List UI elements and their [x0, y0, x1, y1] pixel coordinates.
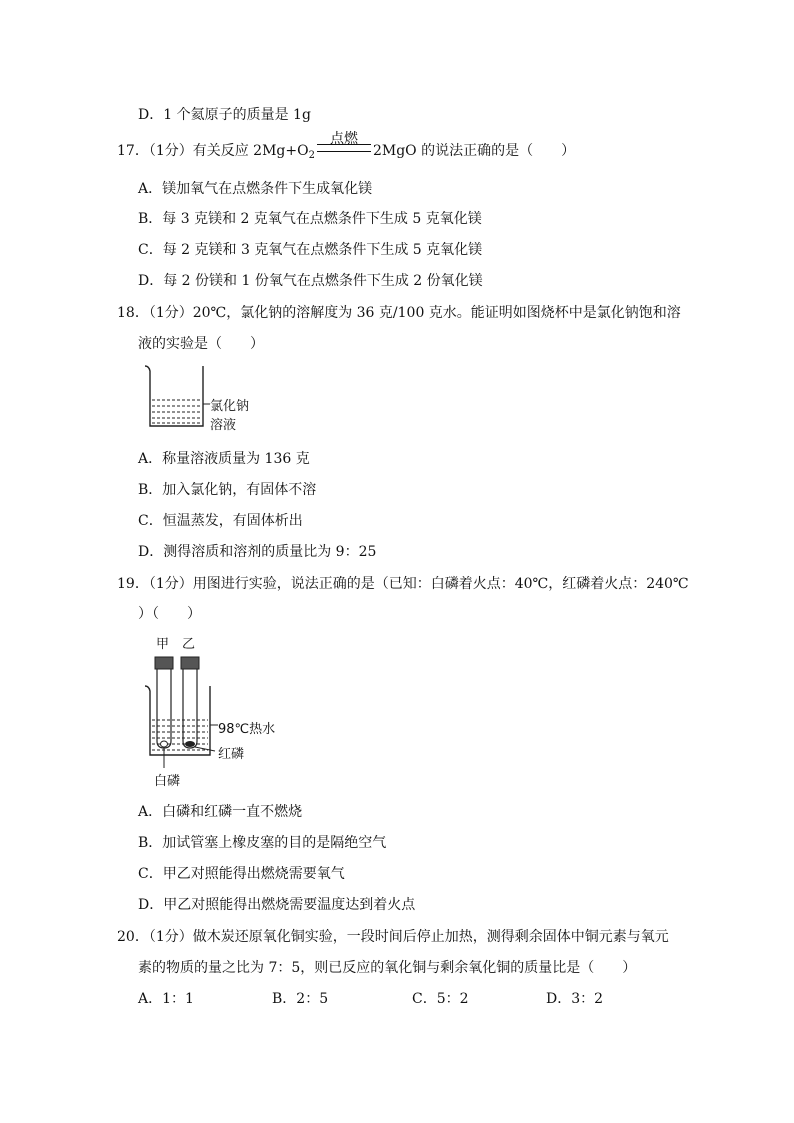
q20-stem-line2: 素的物质的量之比为 7：5，则已反应的氧化铜与剩余氧化铜的质量比是（ ） [138, 960, 637, 976]
q17-option-c: C．每 2 克镁和 3 克氧气在点燃条件下生成 5 克氧化镁 [138, 242, 483, 258]
q17-option-a: A．镁加氧气在点燃条件下生成氧化镁 [138, 181, 373, 197]
q18-option-a: A．称量溶液质量为 136 克 [138, 451, 310, 467]
q18-stem-line1: 18．（1分）20℃，氯化钠的溶解度为 36 克/100 克水。能证明如图烧杯中是氯化钠饱和溶 [117, 305, 681, 321]
beaker-icon [140, 362, 270, 434]
q17-reaction-arrow [315, 131, 373, 159]
q19-option-a: A．白磷和红磷一直不燃烧 [138, 804, 303, 820]
q17-stem-suffix: 2MgO 的说法正确的是（ ） [372, 143, 576, 159]
q19-experiment-figure [140, 630, 290, 790]
q18-beaker-figure [140, 362, 270, 434]
q18-option-d: D．测得溶质和溶剂的质量比为 9：25 [138, 544, 377, 560]
q20-option-c: C．5：2 [412, 991, 469, 1007]
q19-label-white-phosphorus: 白磷 [154, 774, 181, 789]
q20-stem-line1: 20．（1分）做木炭还原氧化铜实验，一段时间后停止加热，测得剩余固体中铜元素与氧元 [117, 929, 669, 945]
q17-stem [117, 131, 576, 161]
q18-option-c: C．恒温蒸发，有固体析出 [138, 513, 303, 529]
beaker-test-tubes-icon [140, 630, 290, 790]
q19-option-d: D．甲乙对照能得出燃烧需要温度达到着火点 [138, 897, 416, 913]
q20-option-b: B．2：5 [272, 991, 329, 1007]
q17-o2-subscript: 2 [308, 150, 315, 161]
q19-label-jia: 甲 [156, 637, 170, 652]
q18-label-solution: 溶液 [210, 418, 237, 433]
q19-stem-line2: ）（ ） [138, 606, 201, 622]
q20-option-a: A．1：1 [138, 991, 194, 1007]
q18-label-sodium-chloride: 氯化钠 [210, 399, 250, 414]
q19-label-red-phosphorus: 红磷 [218, 747, 245, 762]
q17-option-d: D．每 2 份镁和 1 份氧气在点燃条件下生成 2 份氧化镁 [138, 273, 483, 289]
q17-option-b: B．每 3 克镁和 2 克氧气在点燃条件下生成 5 克氧化镁 [138, 211, 482, 227]
q16-option-d: D．1 个氦原子的质量是 1g [138, 107, 311, 123]
q20-option-d: D．3：2 [546, 991, 604, 1007]
q19-label-hot-water: 98℃热水 [218, 722, 276, 737]
q19-option-c: C．甲乙对照能得出燃烧需要氧气 [138, 866, 345, 882]
q20-options-row [138, 988, 603, 1008]
q18-stem-line2: 液的实验是（ ） [138, 336, 264, 352]
q17-condition-label: 点燃 [329, 131, 358, 147]
q19-option-b: B．加试管塞上橡皮塞的目的是隔绝空气 [138, 835, 387, 851]
q18-option-b: B．加入氯化钠，有固体不溶 [138, 482, 317, 498]
q19-stem-line1: 19．（1分）用图进行实验，说法正确的是（已知：白磷着火点：40℃，红磷着火点：240℃ [117, 576, 689, 592]
q19-label-yi: 乙 [182, 637, 196, 652]
q17-stem-prefix: 17．（1分）有关反应 2Mg+O [117, 143, 309, 159]
